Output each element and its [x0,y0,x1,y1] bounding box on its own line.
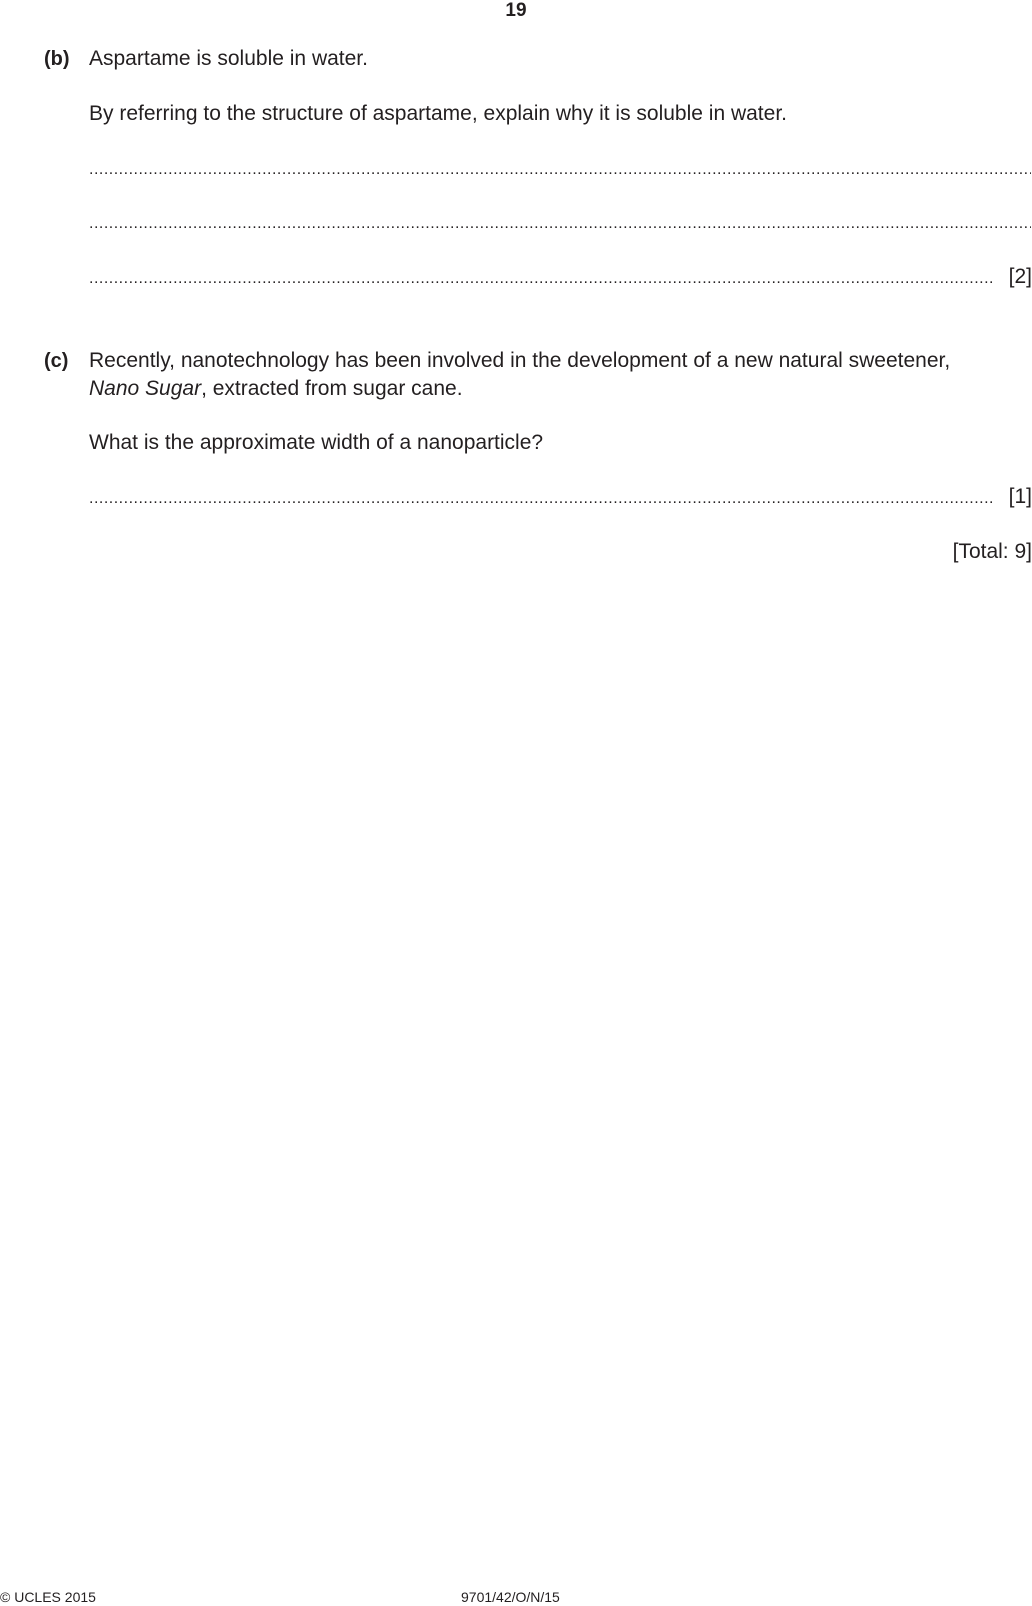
part-c-question: What is the approximate width of a nanoparticle? [89,431,544,454]
answer-line-b-3[interactable] [89,267,993,291]
answer-line-c-1[interactable] [89,487,993,511]
part-b-statement: Aspartame is soluble in water. [89,47,368,70]
page-number: 19 [505,0,527,21]
part-c-statement-rest: , extracted from sugar cane. [201,377,463,400]
part-c-statement-line1: Recently, nanotechnology has been involved in the development of a new natural sweetener, [89,349,951,372]
part-b-question: By referring to the structure of aspartame, explain why it is soluble in water. [89,102,787,125]
question-total: [Total: 9] [952,540,1032,563]
part-c-label: (c) [44,350,69,372]
part-c-statement-line2 [89,377,463,401]
part-b-label: (b) [44,48,70,70]
nano-sugar-name: Nano Sugar [89,377,202,400]
answer-line-b-2[interactable] [89,212,1031,236]
footer-copyright: © UCLES 2015 [0,1589,96,1605]
footer-paper-code: 9701/42/O/N/15 [461,1589,560,1605]
part-b-marks: [2] [1008,265,1032,288]
part-c-marks: [1] [1008,485,1032,508]
answer-line-b-1[interactable] [89,158,1031,182]
